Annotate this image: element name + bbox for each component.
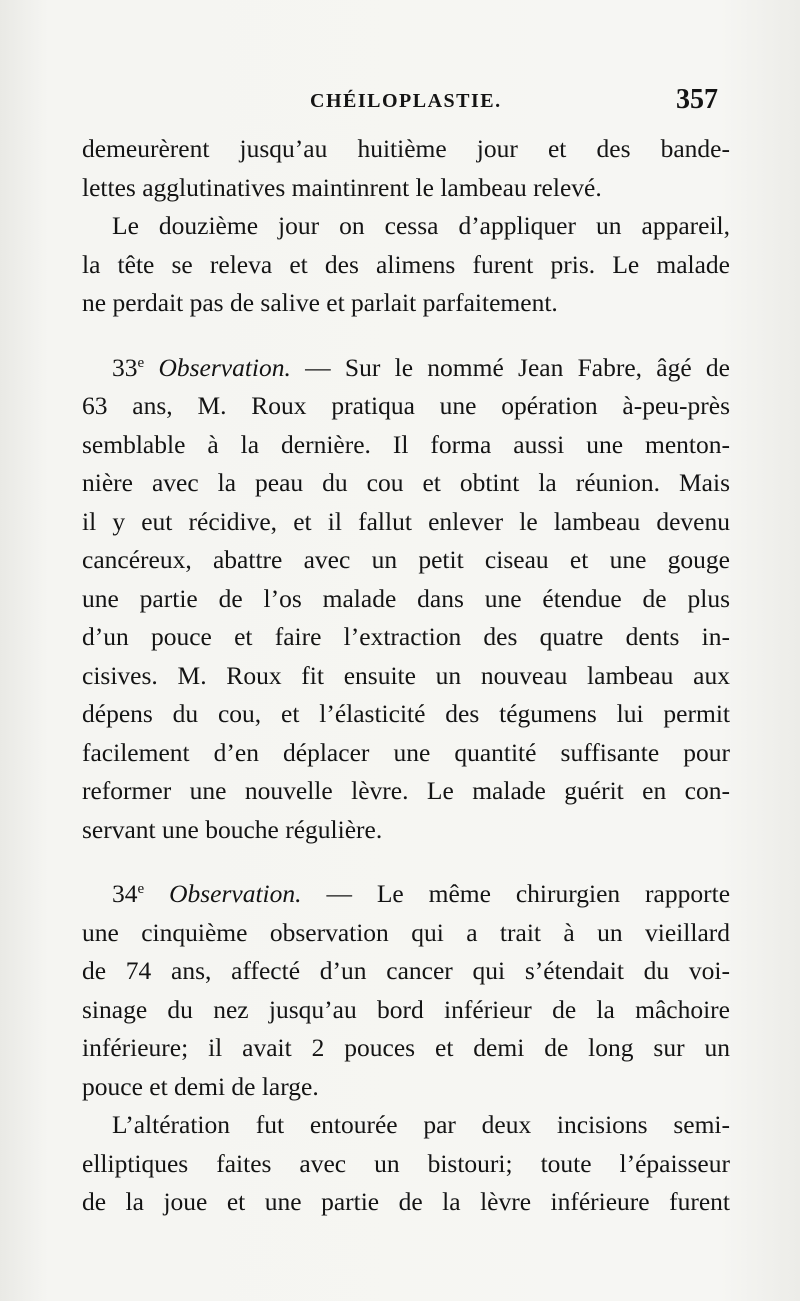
text-line: ne perdait pas de salive et parlait parfaitement. [82, 288, 558, 317]
paragraph-gap [82, 849, 730, 875]
text-line: cancéreux, abattre avec un petit ciseau et une gouge [82, 545, 730, 574]
ordinal-suffix: e [137, 354, 145, 371]
observation-label: Observation. [158, 352, 291, 382]
text-line: Le douzième jour on cessa d’appliquer un appareil, [112, 211, 730, 240]
text-line: demeurèrent jusqu’au huitième jour et des bande- [82, 134, 730, 163]
text-line: sinage du nez jusqu’au bord inférieur de la mâchoire [82, 994, 730, 1024]
text-line: lettes agglutinatives maintinrent le lambeau relevé. [82, 172, 602, 202]
text-line: la tête se releva et des alimens furent pris. Le malade [82, 249, 730, 279]
text-line: inférieure; il avait 2 pouces et demi de long sur un [82, 1033, 730, 1062]
page-body [82, 130, 730, 1222]
observation-lead: — Sur le nommé Jean Fabre, âgé de [305, 352, 731, 382]
text-line [82, 349, 730, 388]
observation-label: Observation. [169, 879, 302, 908]
running-head: CHÉILOPLASTIE. [310, 90, 502, 112]
text-line: cisives. M. Roux fit ensuite un nouveau lambeau aux [82, 660, 730, 690]
text-line: une partie de l’os malade dans une étendue de plus [82, 583, 730, 613]
text-line: de 74 ans, affecté d’un cancer qui s’étendait du voi- [82, 956, 730, 985]
paragraph [82, 207, 730, 323]
page-number: 357 [676, 84, 718, 115]
text-line: semblable à la dernière. Il forma aussi une menton- [82, 429, 730, 459]
paragraph [82, 1106, 730, 1222]
observation-number: 33e [112, 352, 145, 382]
observation-number: 34e [112, 879, 145, 908]
text-line: pouce et demi de large. [82, 1071, 319, 1101]
text-line: une cinquième observation qui a trait à un vieillard [82, 917, 730, 947]
text-line: facilement d’en déplacer une quantité suffisante pour [82, 737, 730, 767]
text-line: elliptiques faites avec un bistouri; toute l’épaisseur [82, 1148, 730, 1178]
text-line: nière avec la peau du cou et obtint la réunion. Mais [82, 468, 730, 497]
observation-paragraph [82, 875, 730, 1106]
paragraph-gap [82, 323, 730, 349]
text-line [82, 875, 730, 914]
text-line: 63 ans, M. Roux pratiqua une opération à-peu-près [82, 391, 730, 420]
observation-lead: — Le même chirurgien rapporte [326, 879, 731, 908]
paragraph [82, 130, 730, 207]
text-line: de la joue et une partie de la lèvre inférieure furent [82, 1187, 730, 1216]
text-line: d’un pouce et faire l’extraction des quatre dents in- [82, 622, 730, 651]
page-header [0, 84, 800, 118]
observation-paragraph [82, 349, 730, 850]
text-line: il y eut récidive, et il fallut enlever le lambeau devenu [82, 506, 730, 536]
text-line: servant une bouche régulière. [82, 814, 383, 844]
text-line: L’altération fut entourée par deux incisions semi- [112, 1110, 730, 1139]
ordinal-suffix: e [137, 881, 145, 897]
text-line: reformer une nouvelle lèvre. Le malade guérit en con- [82, 776, 730, 805]
text-line: dépens du cou, et l’élasticité des tégumens lui permit [82, 699, 730, 728]
